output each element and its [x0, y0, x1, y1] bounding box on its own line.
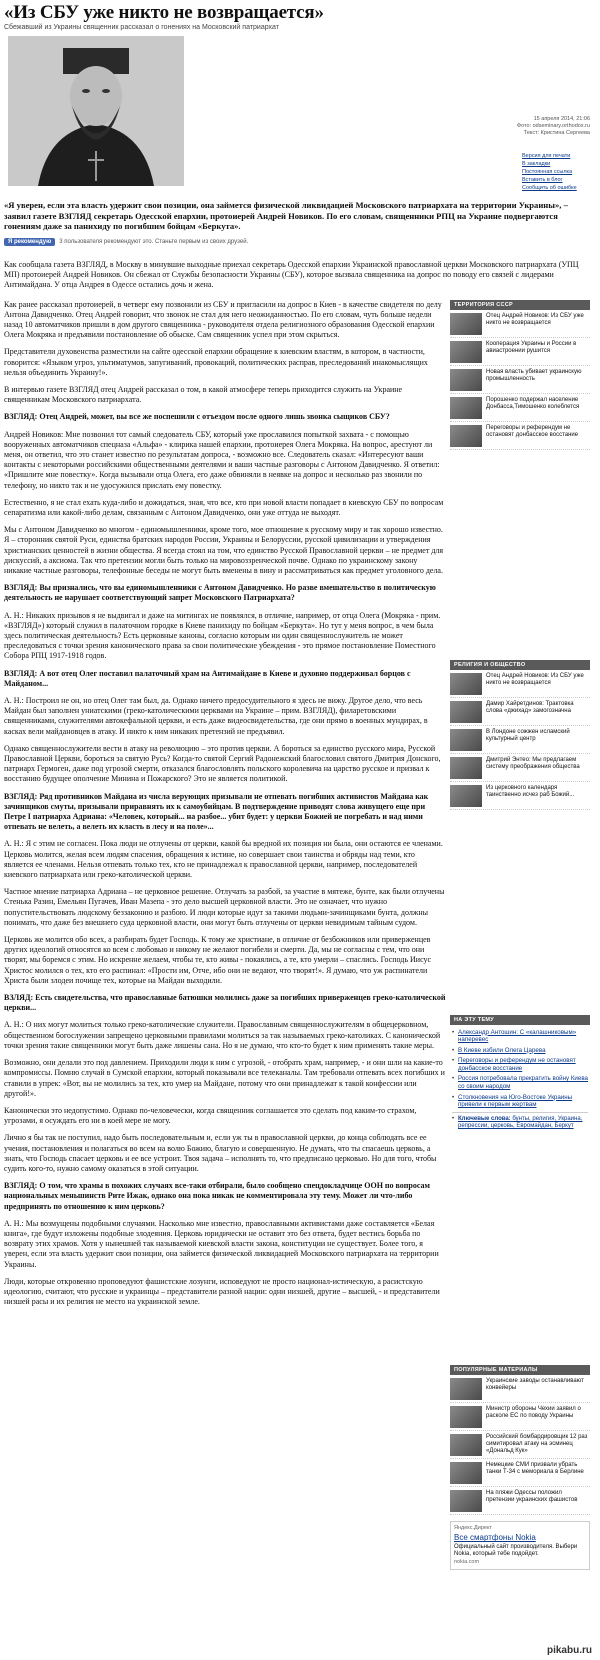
- sidebar-news-item[interactable]: [450, 726, 590, 754]
- sidebar-news-item[interactable]: [450, 310, 590, 338]
- bookmark-link[interactable]: В закладки: [522, 161, 551, 167]
- facebook-recommend: [4, 238, 596, 246]
- news-thumbnail: [450, 425, 482, 447]
- priest-photo: [8, 36, 184, 186]
- news-title: Министр обороны Чехии заявил о расколе ЕС по поводу Украины: [486, 1405, 581, 1419]
- sidebar-religion-title: РЕЛИГИЯ И ОБЩЕСТВО: [450, 660, 590, 670]
- interview-question: ВЗГЛЯД: О том, что храмы в похожих случаях все-таки отбирали, было сообщено спецдокладчице ООН по вопросам национальных меньшинств Рите Ижак, однако она пока никак не комментировала эту тему. Может ли что-либо предпринять по отношению к ним церковь?: [4, 1181, 430, 1211]
- news-thumbnail: [450, 1490, 482, 1512]
- interview-question: ВЗГЛЯД: Вы признались, что вы единомышленники с Антоном Давидченко. Но разве вмешательство в политическую деятельность не нарушает соответствующий запрет Московского Патриархата?: [4, 583, 436, 603]
- topic-link[interactable]: • Переговоры и референдум не остановят донбасское восстание: [452, 1057, 588, 1072]
- article-date: 15 апреля 2014, 21:06: [533, 116, 590, 122]
- sidebar-news-item[interactable]: [450, 1375, 590, 1403]
- interview-question: ВЗГЛЯД: Ряд противников Майдана из числа верующих призывали не отпевать погибших активистов Майдана как зачинщиков смуты, призывали приравнять их к самоубийцам. В подтверждение приводят слова живущего еще при Петре I патриарха Адриана: «Человек, который... на разбое... убит будет: у церкви Божией не погребать и над ними отпевать не велеть, а велеть их класть в лесу и на поле»...: [4, 791, 429, 832]
- topic-link[interactable]: • Александр Антошин: С «калашниковым» наперевес: [452, 1029, 588, 1044]
- recommend-count-text: 3 пользователя рекомендуют это. Станьте первым из своих друзей.: [59, 238, 249, 245]
- article-paragraph: В интервью газете ВЗГЛЯД отец Андрей рассказал о том, в какой атмосфере теперь приходится служить на Украине священникам Московского патриархата.: [4, 384, 403, 405]
- sidebar-news-item[interactable]: [450, 338, 590, 366]
- sidebar-ussr-title: ТЕРРИТОРИЯ СССР: [450, 300, 590, 310]
- article-paragraph: Как ранее рассказал протоиерей, в четверг ему позвонили из СБУ и пригласили на допрос в Киев - в качестве свидетеля по делу Антона Давидченко. Отец Андрей говорит, что звонок не стал для него неожиданностью. По его словам, чуть больше недели назад 10 автоматчиков пришли в дом другого священника - руководителя отдела религиозного образования Одесской епархии Олега Мокряка и предъявили постановление об обыске. Сам священник успел при этом скрыться.: [4, 299, 442, 340]
- article-paragraph: Люди, которые откровенно проповедуют фашистские лозунги, исповедуют не просто национал-истическую, а расистскую идеологию, считают, что русские и украинцы – представители разной нации: одни низшей, другие – высшей, - и представители низшей расы и их религия не место на украинской земле.: [4, 1276, 440, 1307]
- permalink-link[interactable]: Постоянная ссылка: [522, 169, 573, 175]
- news-title: Украинские заводы останавливают конвейеры: [486, 1377, 584, 1391]
- article-lead: «Я уверен, если эта власть удержит свои позиции, она займется физической ликвидацией Московского патриархата на территории Украины», – заявил газете ВЗГЛЯД секретарь Одесской епархии, протоиерей Андрей Новиков. По его словам, священники РПЦ на Украине подвергаются гонениям даже за панихиду по погибшим бойцам «Беркута».: [4, 200, 568, 231]
- blog-embed-link[interactable]: Вставить в блог: [522, 177, 563, 183]
- ad-title[interactable]: Все смартфоны Nokia: [454, 1533, 536, 1543]
- news-thumbnail: [450, 1406, 482, 1428]
- interview-question: ВЗГЛЯД: Отец Андрей, может, вы все же поспешили с отъездом после одного лишь звонка сыщиков СБУ?: [4, 412, 390, 422]
- article-subtitle: Сбежавший из Украины священник рассказал о гонениях на Московский патриархат: [4, 24, 279, 31]
- article-paragraph: А. Н.: Я с этим не согласен. Пока люди не отлучены от церкви, какой бы вредной их позиция ни была, они остаются ее членами. Церковь молится, желая всем людям спасения, обращения к истине, но совершает свои таинства и обряды над теми, кто является ее членами. Нельзя отпевать только тех, кто не принадлежал к православной церкви, например, последователей киевского патриархата или греко-католической церкви.: [4, 839, 443, 880]
- print-link[interactable]: Версия для печати: [522, 153, 571, 159]
- sidebar-news-item[interactable]: [450, 394, 590, 422]
- sidebar-news-item[interactable]: [450, 698, 590, 726]
- article-header: [4, 34, 596, 191]
- news-title: Дамир Хайретдинов: Трактовка слова «джихад» замогозначна: [486, 700, 574, 714]
- news-title: В Лондоне сожжен исламский культурный центр: [486, 728, 570, 742]
- sidebar-news-item[interactable]: [450, 1459, 590, 1487]
- news-title: Немецкие СМИ призвали убрать танки Т-34 с мемориала в Берлине: [486, 1461, 584, 1476]
- news-thumbnail: [450, 1462, 482, 1484]
- article-paragraph: Мы с Антоном Давидченко во многом - единомышленники, кроме того, мое отношение к русскому миру и так хорошо известно. Я – сторонник святой Руси, единства братских народов России, Украины и Белоруссии, русской цивилизации и утверждения христианских ценностей в жизни общества. Я всегда стоял на том, что единство Русской Православной церкви – не предмет для дискуссий, а аксиома. Так что претензии могли быть только на мировоззренческой почве. Однако по украинскому закону никакие частные разговоры, телефонные беседы не могут быть вменены в вину и рассматриваться как предмет уголовного дела.: [4, 525, 444, 575]
- article-body: [4, 299, 596, 1565]
- news-thumbnail: [450, 1434, 482, 1456]
- article-author: Текст: Кристина Сергеева: [523, 130, 590, 136]
- sidebar-news-item[interactable]: [450, 782, 590, 810]
- article-title: «Из СБУ уже никто не возвращается»: [4, 2, 324, 23]
- topic-link[interactable]: • В Киеве избили Олега Царева: [452, 1047, 588, 1055]
- news-title: Дмитрий Энтео: Мы предлагаем систему преображения общества: [486, 756, 580, 770]
- sidebar-news-item[interactable]: [450, 422, 590, 450]
- news-title: Отец Андрей Новиков: Из СБУ уже никто не возвращается: [486, 672, 584, 686]
- article-paragraph: Естественно, я не стал ехать куда-либо и дожидаться, зная, что все, кто при новой власти попадает в киевскую СБУ по вопросам сепаратизма или какой-либо делам, связанным с Антоном Давидченко, они уже оттуда не выходят.: [4, 497, 444, 517]
- news-thumbnail: [450, 757, 482, 779]
- photo-credit: Фото: odseminary.orthodox.ru: [516, 123, 590, 129]
- news-thumbnail: [450, 729, 482, 751]
- ad-source: Яндекс.Директ: [454, 1524, 492, 1531]
- article-paragraph: Возможно, они делали это под давлением. Приходили люди к ним с угрозой, - отобрать храм, например, - и они шли на какие-то компромиссы. Помню случай в Сумской епархии, который показывали все телеканалы. Там требовали отпевать всех погибших и ставили в упрек: «Вот, вы не молились за тех, кто умер на Майдане, потому что они принадлежат к такой конфессии или другой!».: [4, 1058, 445, 1098]
- article-intro: Как сообщала газета ВЗГЛЯД, в Москву в минувшие выходные приехал секретарь Одесской епархии Украинской православной церкви Московского патриархата (УПЦ МП) протоиерей Андрей Новиков. Он сбежал от Службы безопасности Украины (СБУ), которое вызвала священника на допрос по поводу его связей с лидерами Антимайдана. У отца Андрея в Одессе остались дочь и жена.: [4, 259, 579, 289]
- pikabu-watermark: pikabu.ru: [546, 1645, 592, 1656]
- interview-question: ВЗГЛЯД: А вот отец Олег поставил палаточный храм на Антимайдане в Киеве и духовно поддерживал борцов с Майданом...: [4, 668, 411, 688]
- ad-text: Официальный сайт производителя. Выбери Nokia, который тебе подойдет.: [454, 1543, 578, 1558]
- sidebar-news-item[interactable]: [450, 1431, 590, 1459]
- news-thumbnail: [450, 341, 482, 363]
- report-error-link[interactable]: Сообщить об ошибке: [522, 185, 577, 191]
- news-title: Российский бомбардировщик 12 раз симитировал атаку на эсминец «Дональд Кук»: [486, 1433, 588, 1455]
- interview-question: ВЗЛЯД: Есть свидетельства, что православные батюшки молились даже за погибших приверженцев греко-католической церкви...: [4, 993, 446, 1013]
- sidebar-topic-title: НА ЭТУ ТЕМУ: [450, 1015, 590, 1025]
- article-paragraph: Лично я бы так не поступил, надо быть последовательным и, если уж ты в православной церкви, до конца соблюдать все ее учения, постановления и полагаться во всем на волю Божию, благую и совершенную. Не думать, что ты спасаешь церковь, а знать, что Господь спасает церковь и ее все устроит. Твоя задача – исполнять то, что предписано церковью. Но для того, чтобы судить кого-то, нужно самому оказаться в этой ситуации.: [4, 1133, 437, 1173]
- news-thumbnail: [450, 785, 482, 807]
- topic-links: [450, 1025, 590, 1138]
- keywords-label: Ключевые слова:: [458, 1115, 511, 1122]
- sidebar-ussr: [450, 300, 590, 450]
- news-thumbnail: [450, 1378, 482, 1400]
- sidebar-news-item[interactable]: [450, 754, 590, 782]
- article-paragraph: Частное мнение патриарха Адриана – не церковное решение. Отлучать за разбой, за участие в мятеже, бунте, как были отлучены Стенька Разин, Емельян Пугачев, Иван Мазепа - это дело высшей церковной власти. Это не означает, что нужно попустительствовать людскому беззаконию и разбою. И люди которые идут за такими людьми-зачинщиками бунта, должны понимать, что даже без внешнего суда церковной власти, они могут быть отлучены от церкви невидимым тайным судом.: [4, 887, 445, 927]
- sidebar-news-item[interactable]: [450, 1487, 590, 1515]
- news-title: Из церковного календаря таинственно исчез раб Божий...: [486, 784, 575, 798]
- news-title: Новая власть убивает украинскую промышленность: [486, 368, 582, 382]
- yandex-ad[interactable]: [450, 1521, 590, 1571]
- news-title: Порошенко подержал население Донбасса,Тимошенко колеблется: [486, 396, 580, 410]
- topic-link[interactable]: • Столкновения на Юго-Востоке Украины привели к первым жертвам: [452, 1094, 588, 1109]
- article-paragraph: Андрей Новиков: Мне позвонил тот самый следователь СБУ, который уже прославился попыткой захвата - с помощью вооруженных автоматчиков спецназа «Альфа» - клирика нашей епархии, протоиерея Олега Мокряка. На вопрос, арестуют ли меня, он ответил, что это станет известно по результатам допроса, - возможно все. Следователь сказал: «Интересуют ваши контакты с некоторыми российскими общественными деятелями и ваши частные разговоры с Антоном Давидченко. Я ответил: «Пришлите мне повестку». Когда вызывали отца Олега, его даже обвиняли в неявке на допрос и несколько раз звонили по телефону, но никто так и не удосужился прислать ему повестку.: [4, 429, 440, 490]
- sidebar-popular-title: ПОПУЛЯРНЫЕ МАТЕРИАЛЫ: [450, 1365, 590, 1375]
- topic-link[interactable]: • Россия потребовала прекратить войну Киева со своим народом: [452, 1075, 588, 1090]
- sidebar-news-item[interactable]: [450, 670, 590, 698]
- article-paragraph: А. Н.: О них могут молиться только греко-католические служители. Православным священнослужителям в общецерковном, общественном богослужении запрещено церковными правилами молиться за так называемых греко-католиках. С канонической точки зрения такие священники могут быть даже лишены сана. Но я не думаю, что кто-то будет к ним применять такие меры.: [4, 1020, 441, 1050]
- sidebar-news-item[interactable]: [450, 1403, 590, 1431]
- keywords: [452, 1112, 588, 1131]
- news-thumbnail: [450, 673, 482, 695]
- article-paragraph: Однако священнослужители вести в атаку на революцию – это против церкви. А бороться за единство русского мира, Русской Православной Церкви, бороться за святую Русь? Когда-то святой Сергий Радонежский благословил святого Дмитрия Донского, патриарх Гермоген, даже под угрозой смерти, отказался благословлять польского королевича на царство русское и призвал к восстанию будущее ополчение Минина и Пожарского? Это не является политикой.: [4, 743, 441, 784]
- article-paragraph: А. Н.: Мы возмущены подобными случаями. Насколько мне известно, православными активистами даже составляется «Белая книга», где будут изложены подобные злодеяния. Церковь юридически не оставит это без ответа, будет вестись борьба по возврату этих храмов. Хотя у нынешней так называемой киевской власти закона, конституции не существует. Более того, я уверен, если эта власть удержит свои позиции, она займется физической ликвидацией Московского патриархата на территории Украины.: [4, 1218, 439, 1269]
- sidebar-religion: [450, 660, 590, 810]
- news-title: Кооперация Украины и России в авиастроении рушится: [486, 340, 577, 354]
- news-thumbnail: [450, 701, 482, 723]
- article-tools: [522, 152, 590, 192]
- article-main-column: [4, 300, 446, 1308]
- article-paragraph: Церковь же молится обо всех, а разбирать будет Господь. К тому же христиане, в отличие от безбожников или приверженцев других идеологий относятся ко всем с любовью и никому не желают погибели и смерти. Да, мы не согласны с тем, что они творят, мы боремся с этим. Но искренне желаем, чтобы те, кто живы - покаялись, а те, кто умерли – спаслись. Господь Иисус Христос молился о тех, кто его распинал: «Прости им, Отче, ибо они не ведают, что творят!». Я думаю, что уж распинатели Христа были злодеи почище тех, которые на Майдан выходили.: [4, 935, 432, 985]
- sidebar-news-item[interactable]: [450, 366, 590, 394]
- news-title: Переговоры и референдум не остановят донбасское восстание: [486, 424, 579, 438]
- sidebar-popular: [450, 1365, 590, 1571]
- news-title: Отец Андрей Новиков: Из СБУ уже никто не возвращается: [486, 312, 584, 326]
- article-meta: [517, 116, 590, 137]
- news-thumbnail: [450, 397, 482, 419]
- article-paragraph: Канонически это недопустимо. Однако по-человечески, когда священник соглашается это сделать под каким-то страхом, угрозами, я осуждать его ни в коей мере не могу.: [4, 1105, 417, 1126]
- article-paragraph: А. Н.: Никаких призывов я не выдвигал и даже на митингах не появлялся, в отличие, например, от отца Олега (Мокряка - прим. «ВЗГЛЯД») который служил в палаточном городке в Киеве панихиду по бойцам «Беркута». Но тут у меня вопрос, в чем была здесь политическая деятельность? Есть церковные каноны, согласно которым ни один священнослужитель не может преследоваться с точки зрения канонического права за свои политические убеждения - это прямое постановление Поместного Собора РПЦ 1917-1918 годов.: [4, 610, 441, 661]
- article-paragraph: Представители духовенства разместили на сайте одесской епархии обращение к киевским властям, в котором, в частности, говорится: «Языком угроз, ультиматумов, запугиваний, провокаций, политических расправ, преследований инакомыслящих нельзя объединить Украину!».: [4, 347, 428, 377]
- article-paragraph: А. Н.: Построил не он, но отец Олег там был, да. Однако ничего предосудительного я здесь не вижу. Другое дело, что весь Майдан был заполнен униатскими (греко-католическими церквами на Украине – прим. ВЗГЛЯД), филаретовскими священниками, служителями автокефальной церкви, и есть даже видеосвидетельства, где они прямо в военных мундирах, в касках вели майдановцев в атаку. И никто к ним никаких претензий не предъявил.: [4, 696, 428, 736]
- keywords-list[interactable]: бунты, религия, Украина, репрессии, церковь, Евромайдан, Беркут: [458, 1115, 583, 1130]
- recommend-button[interactable]: Я рекомендую: [4, 238, 55, 246]
- news-title: На пляжи Одессы положил претензии украинских фашистов: [486, 1489, 578, 1504]
- news-thumbnail: [450, 369, 482, 391]
- ad-domain: nokia.com: [454, 1558, 480, 1565]
- news-thumbnail: [450, 313, 482, 335]
- sidebar-topic: [450, 1015, 590, 1138]
